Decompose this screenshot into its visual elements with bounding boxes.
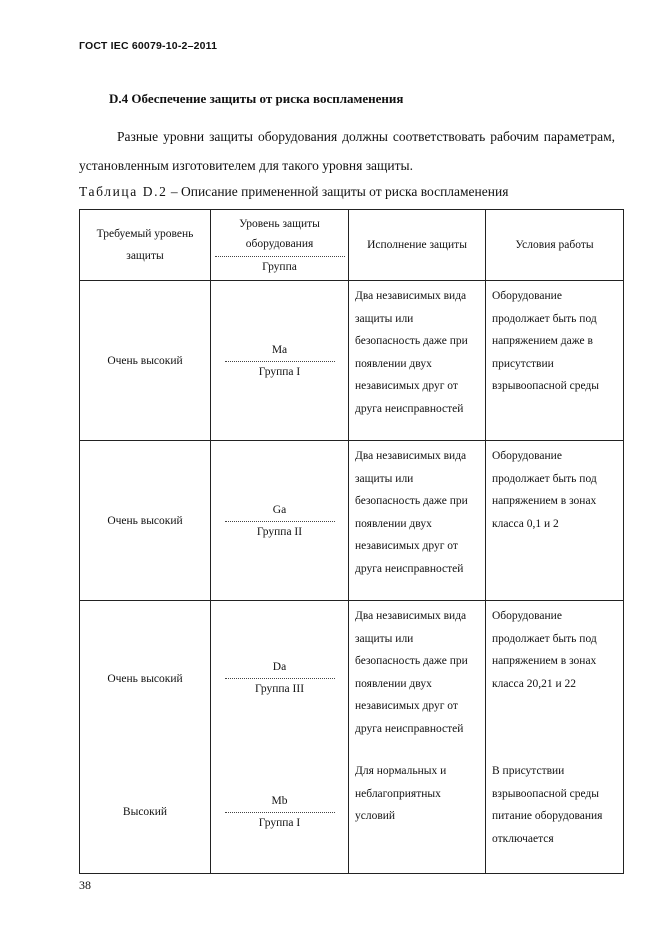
row-conditions: Оборудование продолжает быть под напряжением даже в присутствии взрывоопасной среды bbox=[486, 281, 624, 441]
equipment-group: Группа I bbox=[225, 361, 335, 378]
equipment-group: Группа III bbox=[225, 678, 335, 695]
table-header-row bbox=[80, 210, 624, 281]
header-protection: Исполнение защиты bbox=[349, 210, 486, 281]
protection-table bbox=[79, 209, 624, 874]
table-row bbox=[80, 601, 624, 874]
row-equipment bbox=[211, 281, 349, 441]
row-level: Очень высокий bbox=[80, 281, 211, 441]
row-conditions-combined bbox=[486, 601, 624, 874]
row-equipment bbox=[211, 441, 349, 601]
table-row bbox=[80, 441, 624, 601]
equipment-group: Группа I bbox=[225, 812, 335, 829]
header-required-level bbox=[80, 210, 211, 281]
row-conditions: В присутствии взрывоопасной среды питание оборудования отключается bbox=[492, 765, 603, 845]
row-conditions: Оборудование продолжает быть под напряжением в зонах класса 20,21 и 22 bbox=[492, 610, 597, 690]
table-caption bbox=[79, 184, 508, 200]
row-equipment-combined bbox=[211, 601, 349, 874]
row-protection-combined bbox=[349, 601, 486, 874]
document-header: ГОСТ IEC 60079-10-2–2011 bbox=[79, 40, 218, 52]
row-level: Очень высокий bbox=[107, 673, 183, 685]
body-paragraph: Разные уровни защиты оборудования должны соответствовать рабочим параметрам, установленным изготовителем для такого уровня защиты. bbox=[79, 129, 615, 173]
header-conditions: Условия работы bbox=[486, 210, 624, 281]
row-protection: Два независимых вида защиты или безопасность даже при появлении двух независимых друг от друга неисправностей bbox=[355, 610, 468, 735]
row-protection: Для нормальных и неблагоприятных условий bbox=[355, 765, 447, 822]
row-protection: Два независимых вида защиты или безопасность даже при появлении двух независимых друг от друга неисправностей bbox=[349, 281, 486, 441]
row-protection: Два независимых вида защиты или безопасность даже при появлении двух независимых друг от друга неисправностей bbox=[349, 441, 486, 601]
table-row bbox=[80, 281, 624, 441]
section-title: D.4 Обеспечение защиты от риска воспламенения bbox=[109, 91, 404, 106]
row-level: Высокий bbox=[122, 806, 168, 818]
header-group-text: Группа bbox=[215, 256, 345, 277]
header-equipment-level-text: Уровень защиты оборудования bbox=[239, 217, 320, 250]
page-number: 38 bbox=[79, 878, 91, 892]
equipment-code: Mb bbox=[271, 795, 288, 807]
row-conditions: Оборудование продолжает быть под напряжением в зонах класса 0,1 и 2 bbox=[486, 441, 624, 601]
equipment-code: Da bbox=[272, 661, 287, 673]
header-required-level-text: Требуемый уровень защиты bbox=[96, 228, 194, 262]
table-caption-text: – Описание примененной защиты от риска воспламенения bbox=[167, 184, 509, 199]
table-caption-label: Таблица D.2 bbox=[79, 184, 168, 199]
row-level: Очень высокий bbox=[80, 441, 211, 601]
row-level-combined bbox=[80, 601, 211, 874]
equipment-code: Ma bbox=[271, 343, 288, 356]
equipment-code: Ga bbox=[272, 503, 287, 516]
header-equipment-level bbox=[211, 210, 349, 281]
equipment-group: Группа II bbox=[225, 521, 335, 538]
